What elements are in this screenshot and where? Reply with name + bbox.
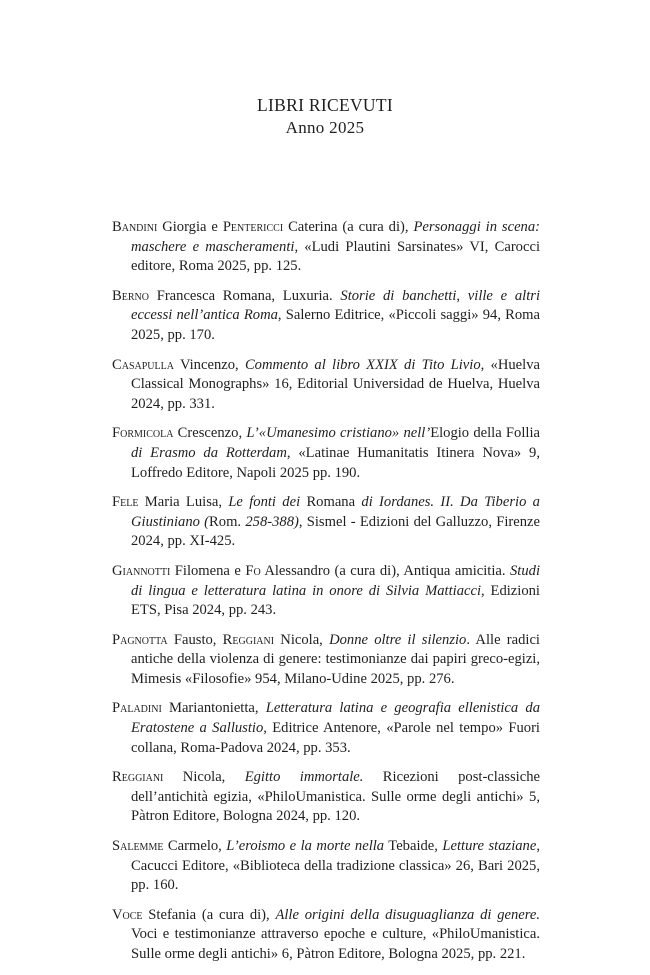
text-run: Caterina (a cura di), <box>283 219 414 235</box>
author-surname: Bandini <box>112 219 158 235</box>
author-surname: Pagnotta <box>112 631 168 648</box>
author-surname: Salemme <box>112 838 164 855</box>
italic-run: Studi di lingua e letteratura latina in onore di Silvia Mattiacci <box>131 562 540 599</box>
italic-run: Personaggi in scena: maschere e mascheramenti <box>131 219 541 255</box>
text-run: Voci e testimonianze attraverso epoche e culture, «PhiloUmanistica. Sulle orme degli antichi» 6, Pàtron Editore, Bologna 2025, pp. 221. <box>131 926 540 962</box>
italic-run: L’eroismo e la morte nella <box>226 838 385 855</box>
author-surname: Paladini <box>112 700 162 717</box>
page-title: LIBRI RICEVUTI <box>257 95 393 115</box>
book-entry <box>112 424 540 483</box>
italic-run: di Erasmo da Rotterdam <box>131 444 287 461</box>
text-run: Fausto, <box>167 631 223 648</box>
text-run: Giorgia e <box>157 219 223 235</box>
text-run: , Edizioni ETS, Pisa 2024, pp. 243. <box>131 582 540 619</box>
italic-run: Commento al libro XXIX di Tito Livio <box>244 356 481 373</box>
book-entry <box>112 906 540 965</box>
page-subtitle: Anno 2025 <box>285 118 365 137</box>
italic-run: Alle origini della disuguaglianza di genere. <box>275 906 540 923</box>
book-entry <box>112 837 540 896</box>
text-run: Maria Luisa, <box>138 494 229 511</box>
text-run: Stefania (a cura di), <box>142 906 276 923</box>
author-surname: Fo <box>245 562 261 579</box>
text-run: , Cacucci Editore, «Biblioteca della tradizione classica» 26, Bari 2025, pp. 160. <box>131 838 540 894</box>
book-entry <box>112 631 540 690</box>
book-list <box>112 218 540 975</box>
text-run: , Editrice Antenore, «Parole nel tempo» Fuori collana, Roma-Padova 2024, pp. 353. <box>131 720 540 756</box>
italic-run: 258-388) <box>245 513 299 530</box>
italic-run: di Iordanes. II. Da Tiberio a Giustiniano ( <box>131 494 540 530</box>
book-entry <box>112 287 540 346</box>
text-run: , Sismel - Edizioni del Galluzzo, Firenze 2024, pp. XI-425. <box>131 513 540 550</box>
book-entry <box>112 768 540 827</box>
text-run: Filomena e <box>170 562 246 579</box>
italic-run: L’«Umanesimo cristiano» nell’ <box>246 425 431 442</box>
text-run: , Salerno Editrice, «Piccoli saggi» 94, Roma 2025, pp. 170. <box>131 307 540 343</box>
text-run: Vincenzo, <box>173 356 245 373</box>
text-run: Crescenzo, <box>173 425 247 442</box>
text-run: Mariantonietta, <box>161 700 266 717</box>
text-run: . Alle radici antiche della violenza di genere: testimonianze dai papiri greco-egizi, Mimesis «Filosofie» 954, Milano-Udine 2025, pp. 276. <box>131 631 540 687</box>
text-run: Romana <box>300 494 362 511</box>
author-surname: Voce <box>112 906 143 923</box>
author-surname: Reggiani <box>222 631 275 648</box>
text-run: Francesca Romana, Luxuria. <box>148 287 341 304</box>
author-surname: Reggiani <box>112 769 164 786</box>
author-surname: Fele <box>112 494 139 511</box>
text-run: Alessandro (a cura di), Antiqua amicitia. <box>260 562 510 579</box>
text-run: , «Latinae Humanitatis Itinera Nova» 9, Loffredo Editore, Napoli 2025 pp. 190. <box>131 444 540 481</box>
book-entry <box>112 493 540 552</box>
italic-run: Letteratura latina e geografia ellenistica da Eratostene a Sallustio <box>131 700 540 737</box>
author-surname: Pentericci <box>222 219 284 235</box>
text-run: , «Ludi Plautini Sarsinates» VI, Carocci editore, Roma 2025, pp. 125. <box>131 238 540 275</box>
book-entry <box>112 218 540 277</box>
text-run: Nicola, <box>163 769 245 786</box>
book-entry <box>112 562 540 621</box>
italic-run: Egitto immortale. <box>244 769 364 786</box>
author-surname: Giannotti <box>112 562 171 579</box>
text-run: Nicola, <box>274 631 330 648</box>
italic-run: Donne oltre il silenzio <box>329 631 467 648</box>
italic-run: Le fonti dei <box>228 494 301 511</box>
italic-run: Storie di banchetti, ville e altri eccessi nell’antica Roma <box>131 287 541 324</box>
text-run: Rom. <box>209 513 246 530</box>
book-entry <box>112 356 540 415</box>
text-run: Carmelo, <box>163 838 227 855</box>
text-run: Ricezioni post-classiche dell’antichità egizia, «PhiloUmanistica. Sulle orme degli antichi» 5, Pàtron Editore, Bologna 2024, pp. 120. <box>131 769 540 825</box>
book-entry <box>112 699 540 758</box>
author-surname: Berno <box>112 287 149 304</box>
text-run: Elogio della Follia <box>430 425 540 442</box>
italic-run: Letture staziane <box>442 838 537 855</box>
text-run: Tebaide, <box>384 838 443 855</box>
author-surname: Formicola <box>112 425 174 442</box>
author-surname: Casapulla <box>112 356 174 373</box>
text-run: , «Huelva Classical Monographs» 16, Editorial Universidad de Huelva, Huelva 2024, pp. 331. <box>131 356 540 412</box>
